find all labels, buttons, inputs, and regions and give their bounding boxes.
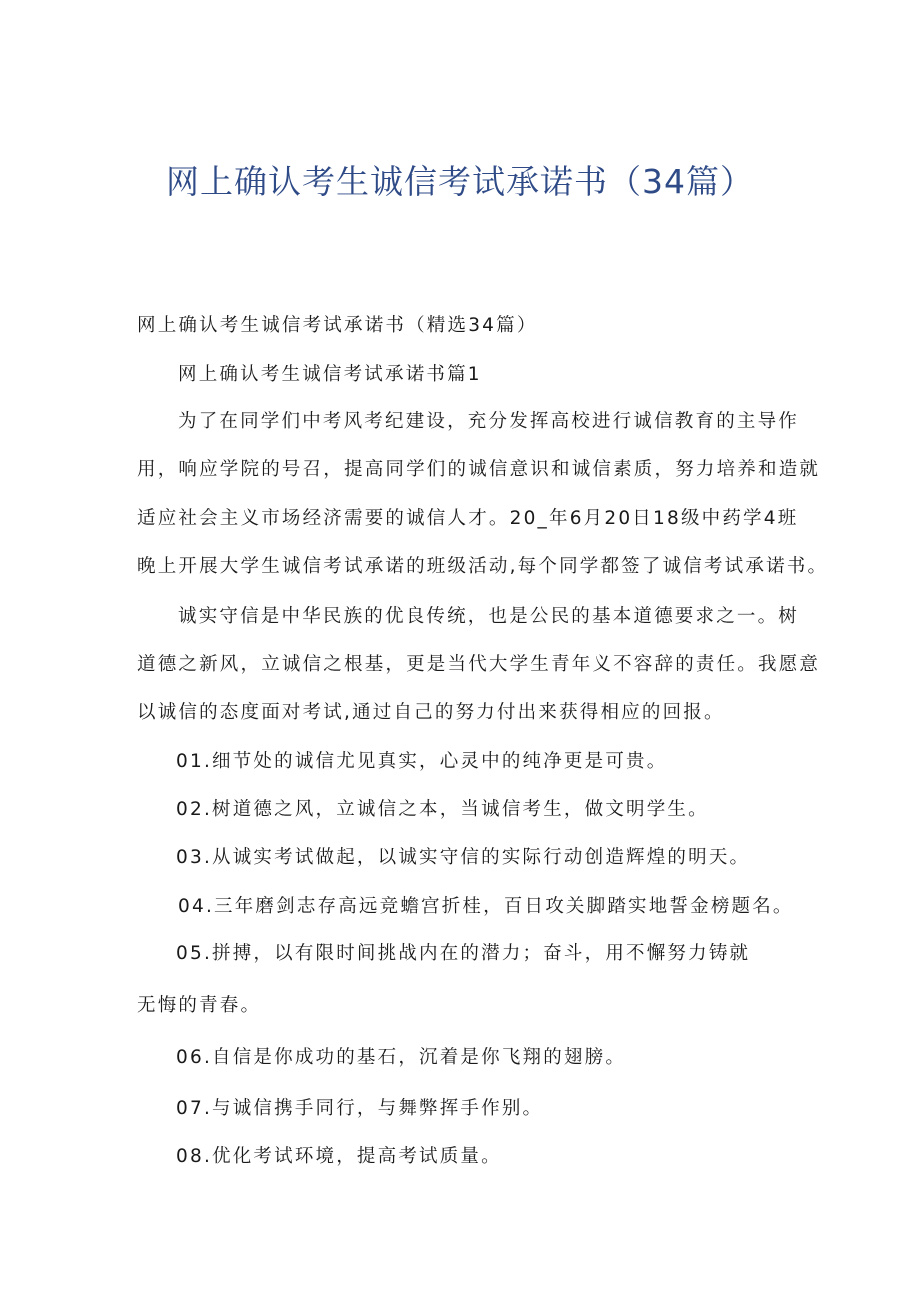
section-heading: 网上确认考生诚信考试承诺书篇1: [178, 364, 482, 385]
list-item-05-continued: 无悔的青春。: [137, 995, 262, 1016]
paragraph2-line-1: 诚实守信是中华民族的优良传统，也是公民的基本道德要求之一。树: [178, 606, 800, 627]
list-item-01: 01.细节处的诚信尤见真实，心灵中的纯净更是可贵。: [176, 751, 668, 772]
paragraph2-line-3: 以诚信的态度面对考试,通过自己的努力付出来获得相应的回报。: [137, 702, 725, 723]
document-subtitle: 网上确认考生诚信考试承诺书（精选34篇）: [137, 315, 538, 336]
list-item-06: 06.自信是你成功的基石，沉着是你飞翔的翅膀。: [176, 1047, 627, 1068]
paragraph1-line-4: 晚上开展大学生诚信考试承诺的班级活动,每个同学都签了诚信考试承诺书。: [137, 556, 829, 577]
list-item-07: 07.与诚信携手同行，与舞弊挥手作别。: [176, 1098, 544, 1119]
list-item-08: 08.优化考试环境，提高考试质量。: [176, 1146, 502, 1167]
document-title: 网上确认考生诚信考试承诺书（34篇）: [166, 162, 754, 201]
paragraph2-line-2: 道德之新风，立诚信之根基，更是当代大学生青年义不容辞的责任。我愿意: [137, 654, 821, 675]
paragraph1-line-3: 适应社会主义市场经济需要的诚信人才。20_年6月20日18级中药学4班: [137, 508, 799, 529]
list-item-04: 04.三年磨剑志存高远竞蟾宫折桂，百日攻关脚踏实地誓金榜题名。: [178, 896, 794, 917]
paragraph1-line-2: 用，响应学院的号召，提高同学们的诚信意识和诚信素质，努力培养和造就: [137, 459, 821, 480]
list-item-02: 02.树道德之风，立诚信之本，当诚信考生，做文明学生。: [176, 799, 709, 820]
list-item-05: 05.拼搏，以有限时间挑战内在的潜力；奋斗，用不懈努力铸就: [176, 943, 751, 964]
paragraph1-line-1: 为了在同学们中考风考纪建设，充分发挥高校进行诚信教育的主导作: [178, 411, 800, 432]
list-item-03: 03.从诚实考试做起，以诚实守信的实际行动创造辉煌的明天。: [176, 847, 751, 868]
